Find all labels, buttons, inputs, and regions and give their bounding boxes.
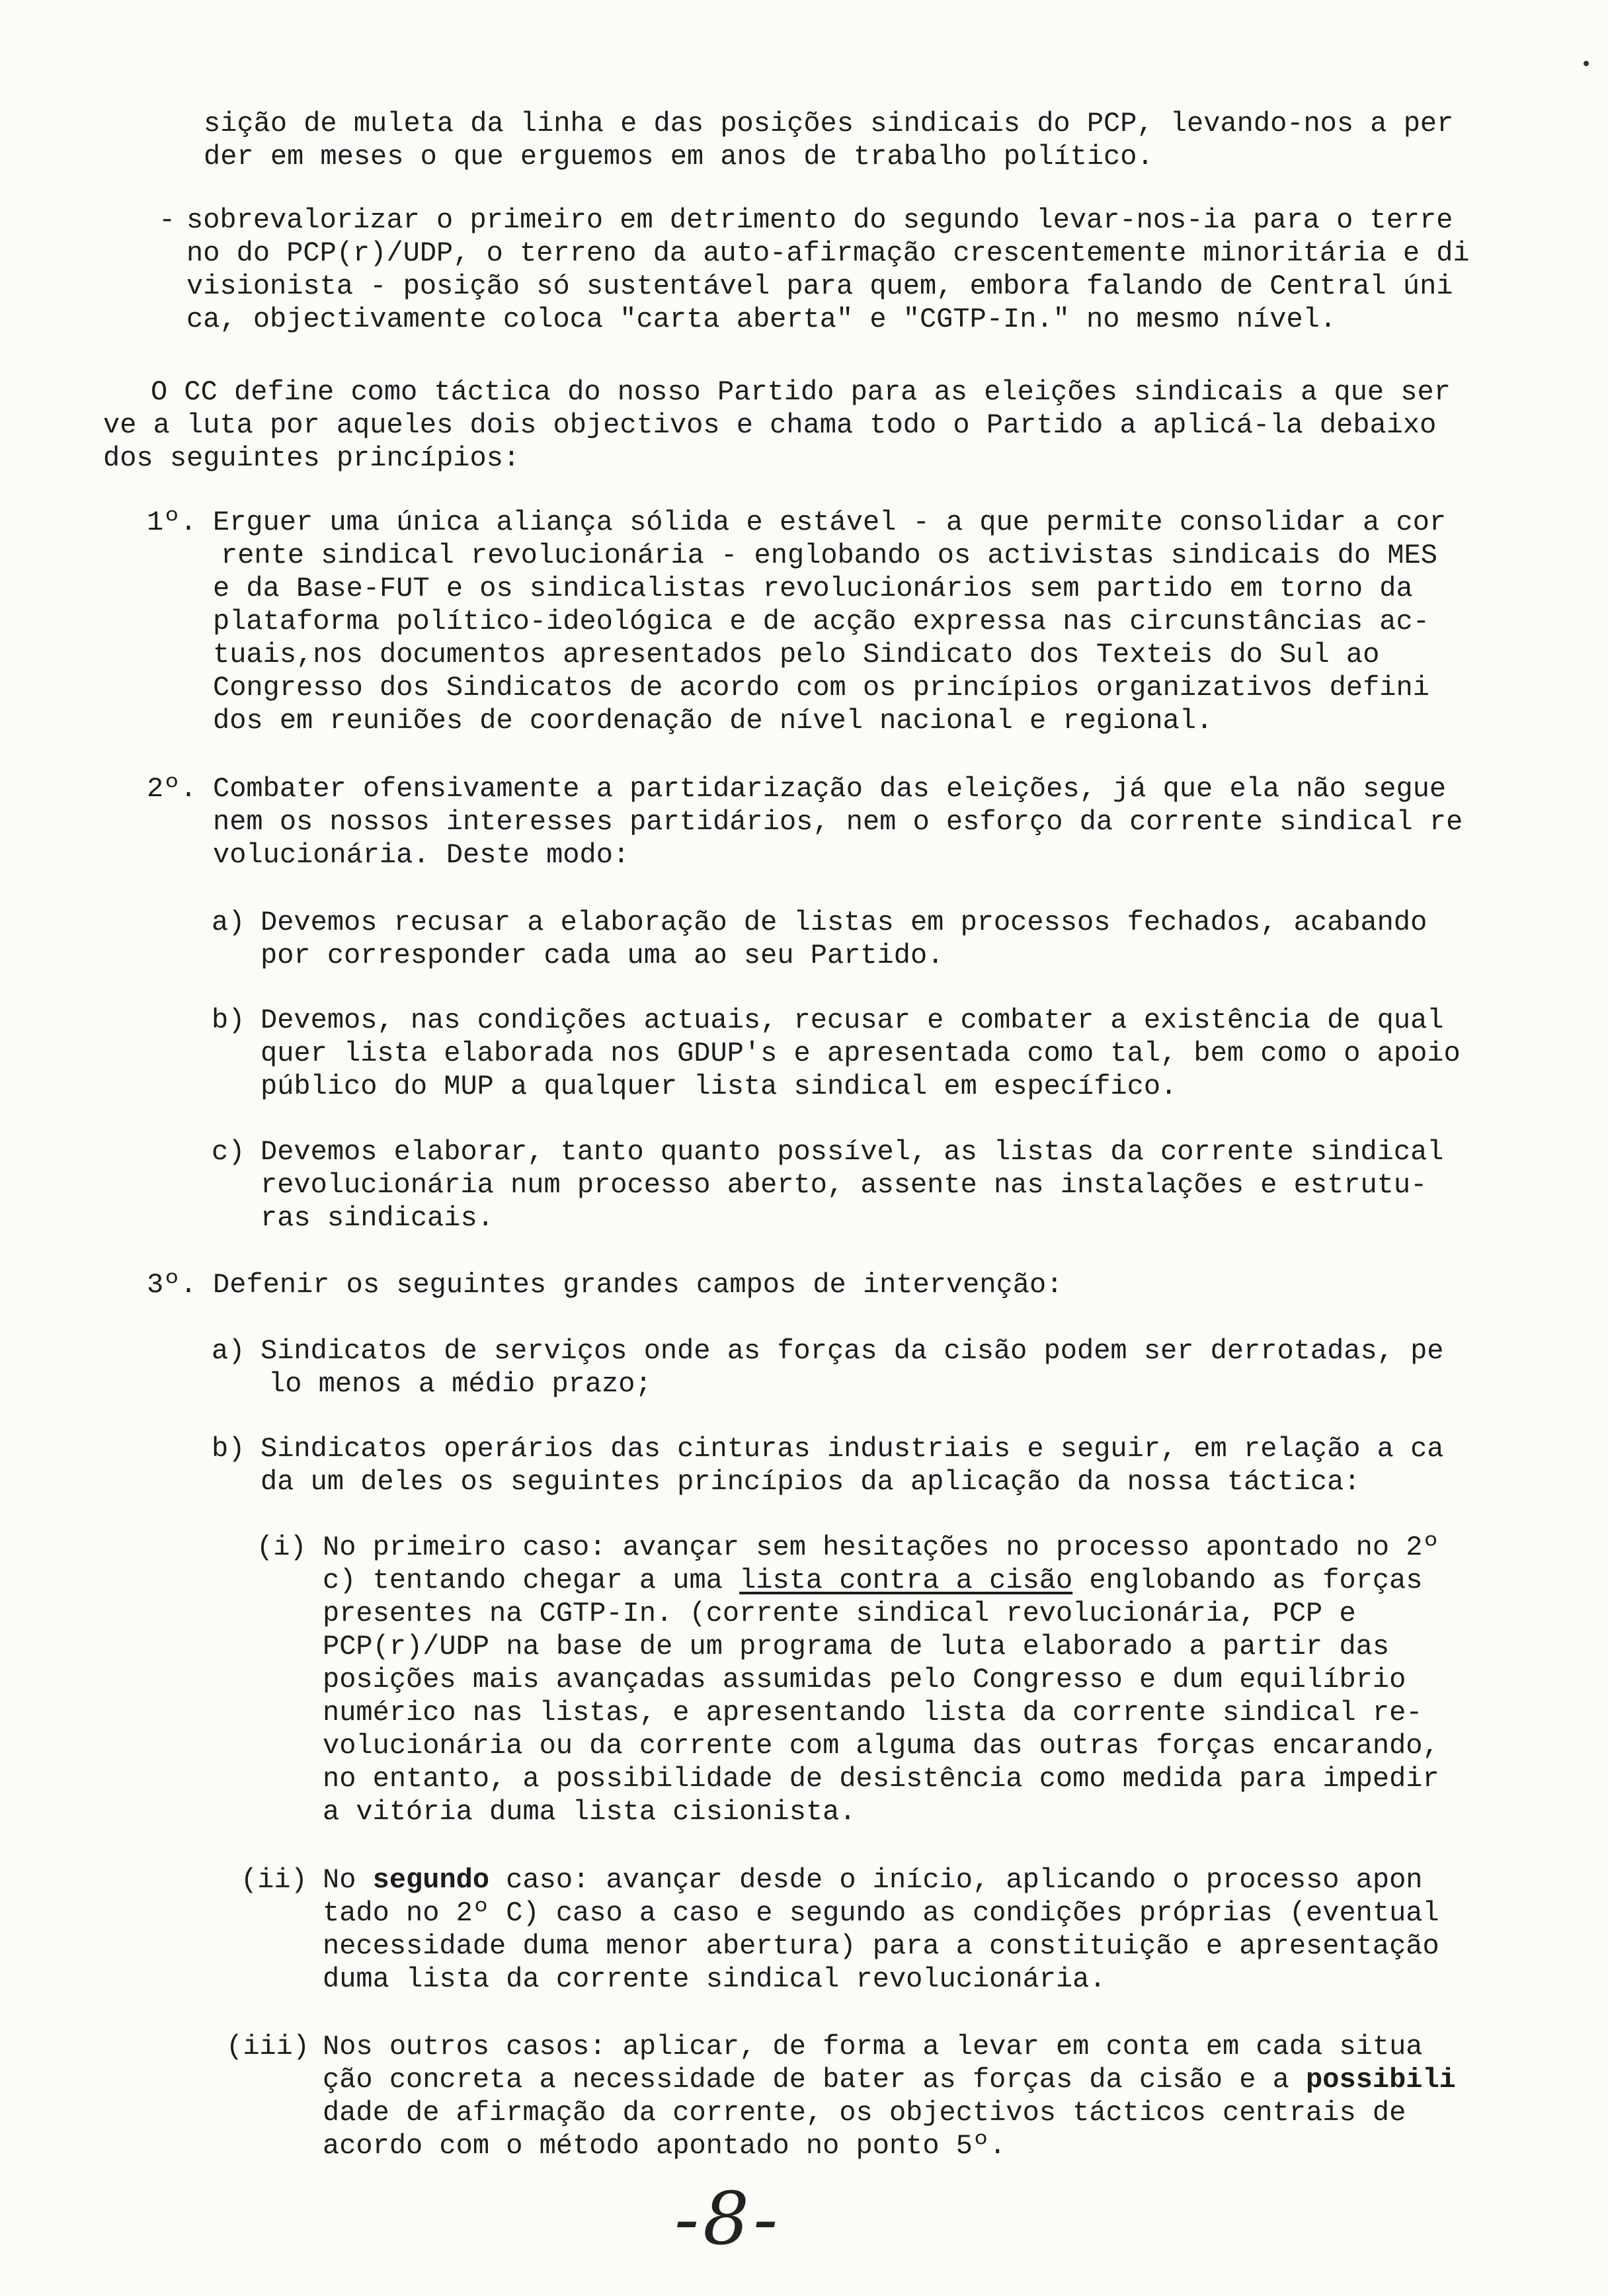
text-segment: caso: avançar desde o início, aplicando o processo apon	[489, 1864, 1423, 1896]
text-line: PCP(r)/UDP na base de um programa de luta elaborado a partir das	[323, 1631, 1390, 1662]
text-line: revolucionária num processo aberto, assente nas instalações e estrutu-	[261, 1169, 1427, 1201]
principle-3-text	[213, 1268, 1063, 1301]
subitem-ii	[323, 1864, 1439, 1996]
principle-3-item-a	[261, 1334, 1444, 1401]
page-number: -8-	[674, 2176, 782, 2261]
text-line: dos seguintes princípios:	[103, 442, 520, 474]
text-line: volucionária. Deste modo:	[213, 839, 630, 871]
text-line: Devemos recusar a elaboração de listas em processos fechados, acabando	[261, 907, 1427, 938]
cc-paragraph	[103, 376, 1451, 475]
text-line: por corresponder cada uma ao seu Partido.	[261, 940, 944, 971]
text-line: Defenir os seguintes grandes campos de intervenção:	[213, 1269, 1063, 1301]
principle-3-item-b	[261, 1432, 1444, 1498]
text-line: Combater ofensivamente a partidarização das eleições, já que ela não segue	[213, 773, 1447, 805]
text-line: numérico nas listas, e apresentando lista da corrente sindical re-	[323, 1697, 1423, 1729]
principle-3-marker: 3º.	[147, 1269, 197, 1301]
dash-bullet: -	[159, 204, 176, 236]
text-line	[323, 2063, 1456, 2096]
text-line: rente sindical revolucionária - englobando os activistas sindicais do MES	[221, 540, 1437, 571]
item-marker: b)	[212, 1433, 245, 1465]
text-segment: c) tentando chegar a uma	[323, 1565, 740, 1596]
text-line: volucionária ou da corrente com alguma das outras forças encarando,	[323, 1730, 1439, 1762]
text-line: no entanto, a possibilidade de desistência como medida para impedir	[323, 1763, 1439, 1795]
text-line	[323, 1864, 1439, 1897]
text-segment: No	[323, 1864, 373, 1896]
text-line: tuais,nos documentos apresentados pelo Sindicato dos Texteis do Sul ao	[213, 639, 1380, 671]
text-line: plataforma político-ideológica e de acção expressa nas circunstâncias ac-	[213, 606, 1429, 637]
text-line: No primeiro caso: avançar sem hesitações no processo apontado no 2º	[323, 1532, 1439, 1563]
item-marker: b)	[212, 1004, 245, 1036]
text-line: dos em reuniões de coordenação de nível nacional e regional.	[213, 705, 1213, 737]
text-line: Sindicatos operários das cinturas industriais e seguir, em relação a ca	[261, 1433, 1444, 1465]
principle-2-marker: 2º.	[147, 773, 197, 805]
text-line: posições mais avançadas assumidas pelo Congresso e dum equilíbrio	[323, 1664, 1406, 1696]
text-line: ca, objectivamente coloca "carta aberta" e "CGTP-In." no mesmo nível.	[186, 304, 1337, 335]
subitem-iii	[323, 2030, 1456, 2162]
text-line: nem os nossos interesses partidários, nem o esforço da corrente sindical re	[213, 806, 1463, 838]
bold-word: possibili	[1306, 2064, 1456, 2096]
text-line: lo menos a médio prazo;	[268, 1368, 652, 1400]
text-line: tado no 2º C) caso a caso e segundo as condições próprias (eventual	[323, 1897, 1439, 1929]
text-line: presentes na CGTP-In. (corrente sindical revolucionária, PCP e	[323, 1598, 1356, 1629]
item-marker: a)	[212, 1335, 245, 1367]
subitem-marker: (i)	[257, 1532, 307, 1563]
text-line: Devemos, nas condições actuais, recusar e combater a existência de qual	[261, 1004, 1444, 1036]
text-line: Congresso dos Sindicatos de acordo com os princípios organizativos defini	[213, 672, 1429, 704]
text-line: Sindicatos de serviços onde as forças da cisão podem ser derrotadas, pe	[261, 1335, 1444, 1367]
text-segment: englobando as forças	[1072, 1565, 1423, 1596]
text-line: Nos outros casos: aplicar, de forma a levar em conta em cada situa	[323, 2031, 1423, 2063]
text-segment: ção concreta a necessidade de bater as forças da cisão e a	[323, 2064, 1306, 2096]
text-line: no do PCP(r)/UDP, o terreno da auto-afirmação crescentemente minoritária e di	[186, 237, 1470, 269]
dash-item-text	[186, 204, 1470, 336]
text-line: e da Base-FUT e os sindicalistas revolucionários sem partido em torno da	[213, 573, 1413, 604]
subitem-i	[323, 1531, 1439, 1828]
item-marker: c)	[212, 1136, 245, 1168]
principle-2-item-b	[261, 1004, 1461, 1103]
text-line: sição de muleta da linha e das posições sindicais do PCP, levando-nos a per	[204, 108, 1454, 140]
stray-ink-dot	[1584, 61, 1589, 66]
principle-1-marker: 1º.	[147, 507, 197, 538]
intro-continuation	[204, 107, 1453, 173]
text-line: sobrevalorizar o primeiro em detrimento do segundo levar-nos-ia para o terre	[186, 204, 1453, 236]
text-line: acordo com o método apontado no ponto 5º.	[323, 2130, 1006, 2162]
principle-2-item-a	[261, 906, 1427, 972]
text-line: O CC define como táctica do nosso Partido para as eleições sindicais a que ser	[151, 376, 1451, 408]
underlined-phrase: lista contra a cisão	[739, 1565, 1073, 1596]
text-line: Erguer uma única aliança sólida e estável - a que permite consolidar a cor	[213, 507, 1447, 538]
text-line: da um deles os seguintes princípios da aplicação da nossa táctica:	[261, 1466, 1361, 1498]
text-line: dade de afirmação da corrente, os objectivos tácticos centrais de	[323, 2097, 1406, 2129]
subitem-marker: (iii)	[226, 2031, 310, 2063]
text-line: der em meses o que erguemos em anos de trabalho político.	[204, 141, 1154, 173]
principle-1-text	[213, 506, 1446, 737]
text-line: a vitória duma lista cisionista.	[323, 1796, 856, 1828]
subitem-marker: (ii)	[241, 1864, 307, 1896]
text-line: quer lista elaborada nos GDUP's e apresentada como tal, bem como o apoio	[261, 1038, 1461, 1069]
text-line: visionista - posição só sustentável para quem, embora falando de Central úni	[186, 270, 1453, 302]
text-line: público do MUP a qualquer lista sindical em específico.	[261, 1071, 1178, 1102]
text-line: ve a luta por aqueles dois objectivos e chama todo o Partido a aplicá-la debaixo	[103, 409, 1437, 441]
text-line	[323, 1564, 1439, 1597]
text-line: Devemos elaborar, tanto quanto possível, as listas da corrente sindical	[261, 1136, 1444, 1168]
text-line: duma lista da corrente sindical revolucionária.	[323, 1963, 1106, 1995]
bold-word: segundo	[372, 1864, 490, 1896]
text-line: ras sindicais.	[261, 1202, 494, 1234]
principle-2-item-c	[261, 1135, 1444, 1235]
principle-2-text	[213, 772, 1463, 872]
item-marker: a)	[212, 907, 245, 938]
text-line: necessidade duma menor abertura) para a constituição e apresentação	[323, 1930, 1439, 1962]
